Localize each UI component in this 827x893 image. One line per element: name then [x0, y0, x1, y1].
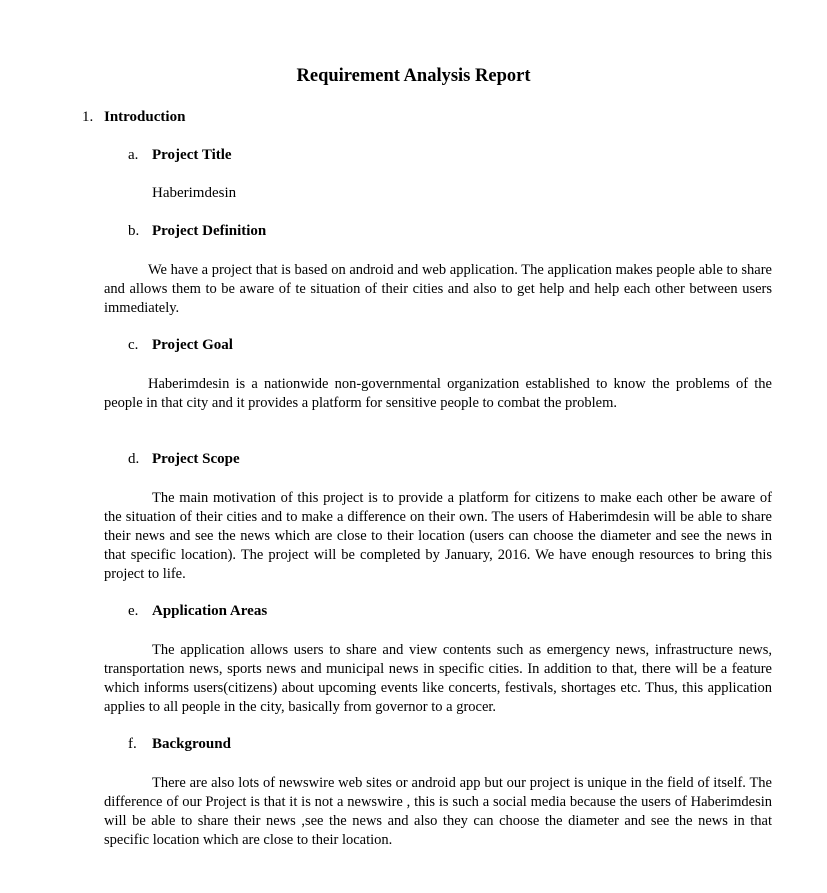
paragraph-project-definition: We have a project that is based on android and web application. The application makes people able to share and allows them to be aware of te situation of their cities and also to get help and help each other between users immediately.: [104, 262, 772, 316]
subsection-heading-background: [128, 736, 231, 753]
paragraph-background: There are also lots of newswire web sites or android app but our project is unique in the field of itself. The difference of our Project is that it is not a newswire , this is such a social media because the users of Haberimdesin will be able to share their news ,see the news and also they can choose the diameter and see the news in that specific location which are close to their location.: [104, 775, 772, 848]
subsection-label: Project Title: [152, 147, 232, 163]
subsection-label: Project Definition: [152, 223, 267, 239]
paragraph-project-scope: The main motivation of this project is to provide a platform for citizens to make each other be aware of the situation of their cities and to make a difference on their own. The users of Haberimdesin will be able to share their news and see the news which are close to their location (users can choose the diameter and see the news in that specific location). The project will be completed by January, 2016. We have enough resources to bring this project to life.: [104, 490, 772, 582]
subsection-heading-application-areas: [128, 603, 267, 620]
subsection-label: Background: [152, 736, 231, 752]
subsection-label: Project Scope: [152, 451, 240, 467]
paragraph-application-areas: The application allows users to share and view contents such as emergency news, infrastructure news, transportation news, sports news and municipal news in specific cities. In addition to that, there will be a feature which informs users(citizens) about upcoming events like concerts, festivals, shortages etc. Thus, this application applies to all people in the city, basically from governor to a grocer.: [104, 642, 772, 715]
subsection-letter: f.: [128, 736, 137, 752]
subsection-label: Project Goal: [152, 337, 233, 353]
project-title-value: Haberimdesin: [152, 185, 237, 201]
subsection-heading-project-title: [128, 147, 232, 164]
subsection-heading-project-scope: [128, 451, 240, 468]
subsection-letter: a.: [128, 147, 139, 163]
paragraph-project-goal: Haberimdesin is a nationwide non-governmental organization established to know the problems of the people in that city and it provides a platform for sensitive people to combat the problem.: [104, 376, 772, 411]
subsection-heading-project-goal: [128, 337, 233, 354]
section-heading-introduction: [82, 109, 185, 126]
subsection-letter: b.: [128, 223, 140, 239]
subsection-heading-project-definition: [128, 223, 266, 240]
subsection-label: Application Areas: [152, 603, 268, 619]
section-label: Introduction: [104, 109, 186, 125]
document-title: Requirement Analysis Report: [296, 66, 531, 86]
subsection-letter: c.: [128, 337, 139, 353]
section-number: 1.: [82, 109, 94, 125]
subsection-letter: e.: [128, 603, 139, 619]
subsection-letter: d.: [128, 451, 140, 467]
